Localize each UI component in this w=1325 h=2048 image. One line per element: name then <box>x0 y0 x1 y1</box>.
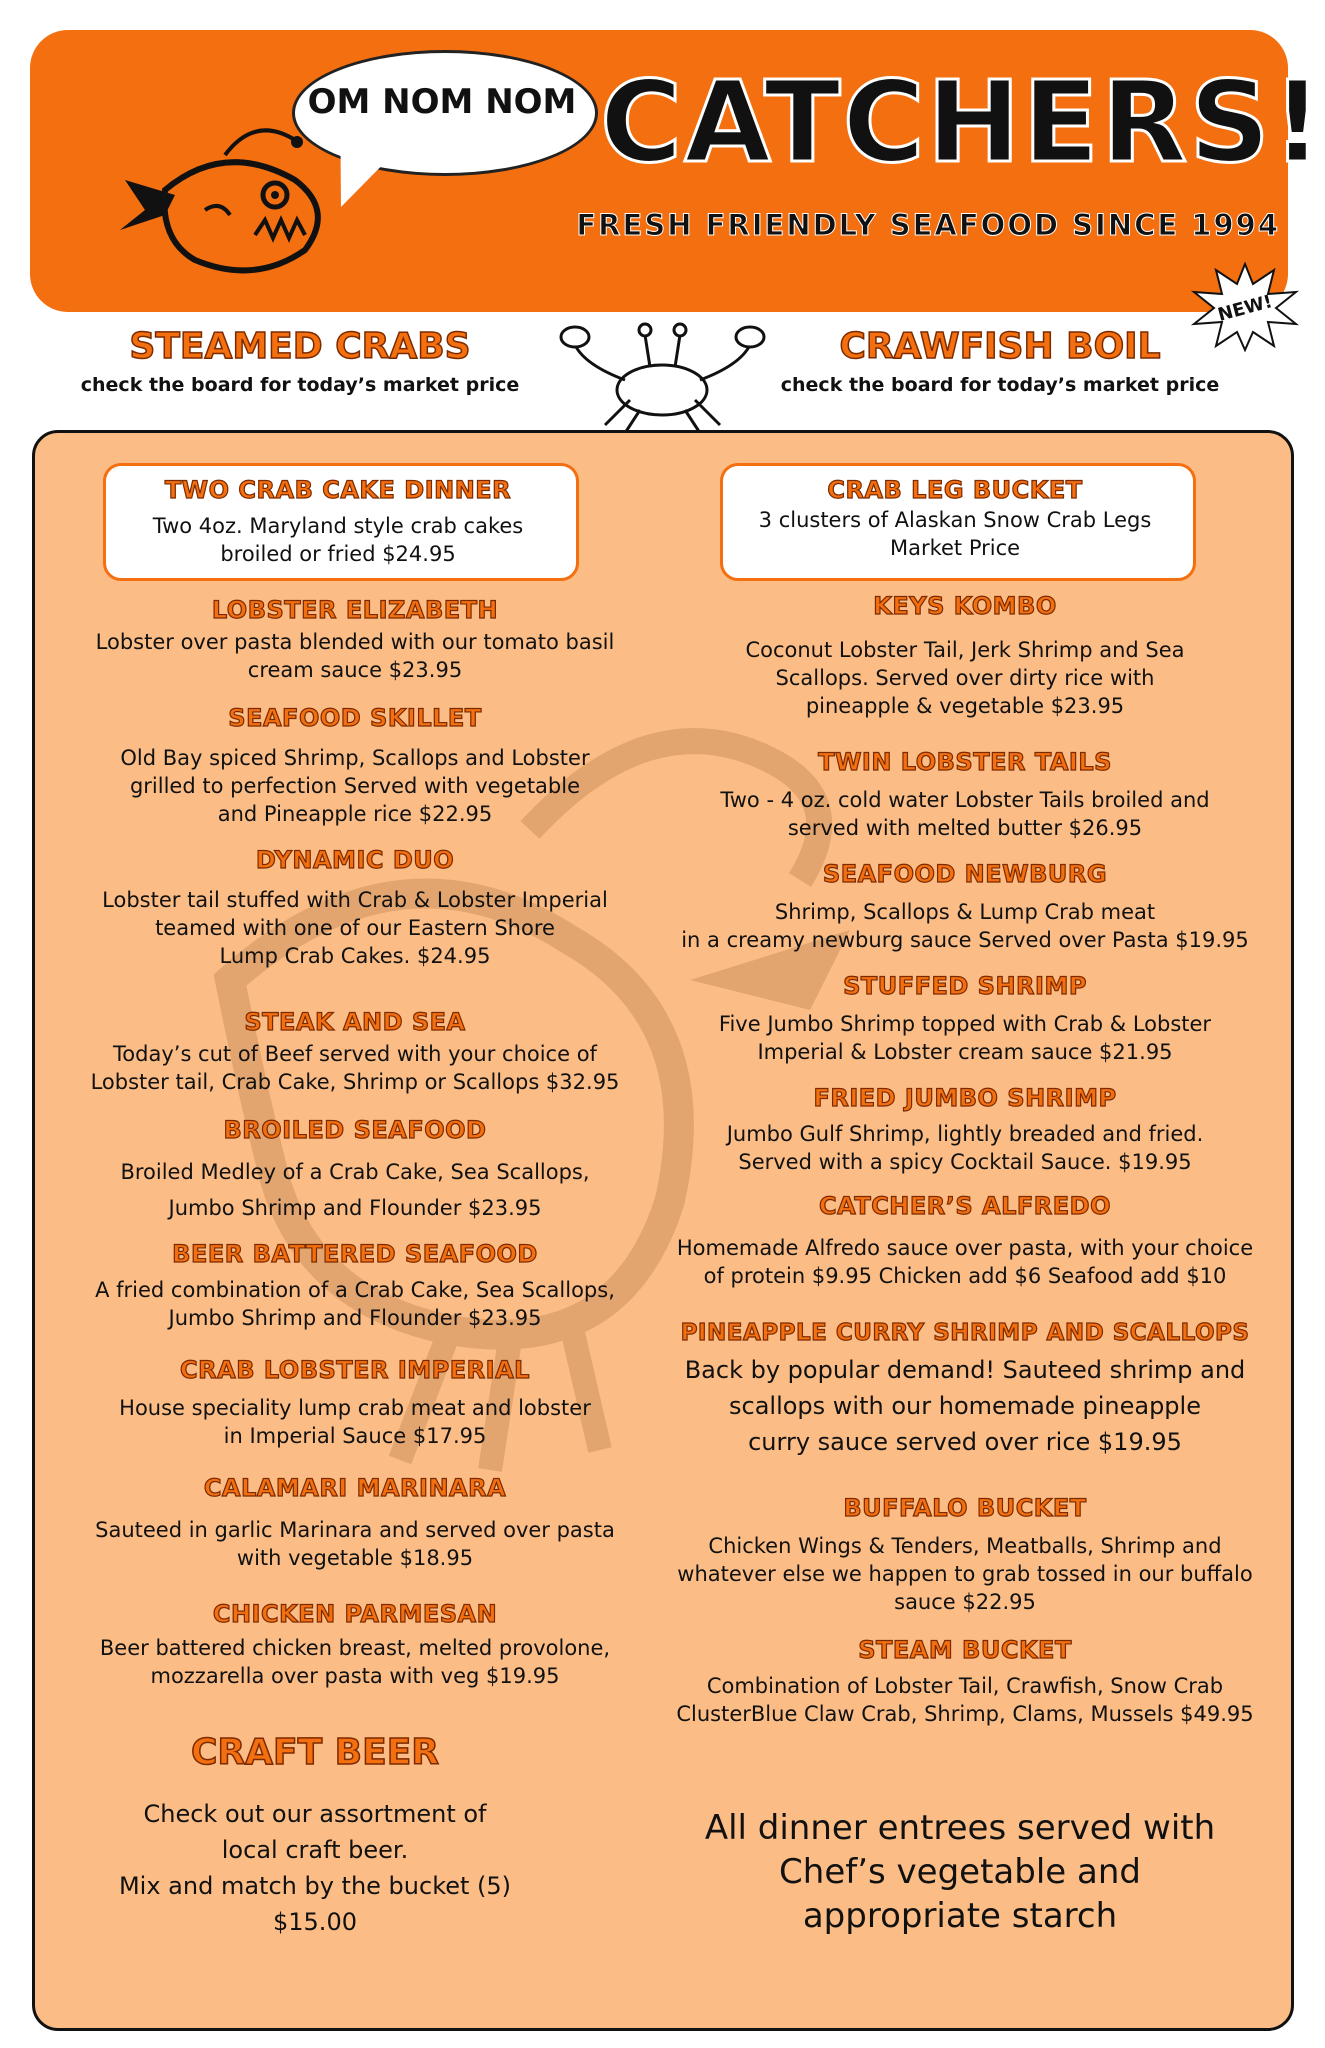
item-title-seafood-skillet: SEAFOOD SKILLET <box>228 704 482 732</box>
item-title-steam-bucket: STEAM BUCKET <box>858 1636 1072 1664</box>
item-desc-keys-kombo: Coconut Lobster Tail, Jerk Shrimp and Sea Scallops. Served over dirty rice with pineapple & vegetable $23.95 <box>745 638 1185 718</box>
item-desc-calamari-marinara: Sauteed in garlic Marinara and served over pasta with vegetable $18.95 <box>95 1518 615 1570</box>
item-desc-steak-and-sea: Today’s cut of Beef served with your choice of Lobster tail, Crab Cake, Shrimp or Scallops $32.95 <box>90 1042 620 1094</box>
item-desc-crab-lobster-imperial: House speciality lump crab meat and lobster in Imperial Sauce $17.95 <box>119 1396 591 1448</box>
item-desc-twin-lobster-tails: Two - 4 oz. cold water Lobster Tails broiled and served with melted butter $26.95 <box>720 788 1210 840</box>
speech-bubble-text: OM NOM NOM <box>307 82 577 122</box>
item-title-twin-lobster-tails: TWIN LOBSTER TAILS <box>818 748 1112 776</box>
item-title-two-crab-cake-dinner: TWO CRAB CAKE DINNER <box>164 476 512 504</box>
item-desc-beer-battered-seafood: A fried combination of a Crab Cake, Sea Scallops, Jumbo Shrimp and Flounder $23.95 <box>95 1278 615 1330</box>
item-title-crab-lobster-imperial: CRAB LOBSTER IMPERIAL <box>180 1356 530 1384</box>
item-title-steak-and-sea: STEAK AND SEA <box>244 1008 466 1036</box>
new-badge-starburst <box>1190 262 1300 352</box>
anglerfish-icon <box>105 120 345 290</box>
item-desc-fried-jumbo-shrimp: Jumbo Gulf Shrimp, lightly breaded and fried. Served with a spicy Cocktail Sauce. $19.95 <box>726 1122 1204 1174</box>
item-desc-catchers-alfredo: Homemade Alfredo sauce over pasta, with your choice of protein $9.95 Chicken add $6 Seafood add $10 <box>676 1236 1254 1288</box>
item-title-crab-leg-bucket: CRAB LEG BUCKET <box>827 476 1083 504</box>
item-desc-chicken-parmesan: Beer battered chicken breast, melted provolone, mozzarella over pasta with veg $19.95 <box>99 1636 611 1688</box>
special-title-steamed-crabs: STEAMED CRABS <box>129 326 471 367</box>
item-title-fried-jumbo-shrimp: FRIED JUMBO SHRIMP <box>813 1084 1117 1112</box>
item-desc-two-crab-cake-dinner: Two 4oz. Maryland style crab cakes broiled or fried $24.95 <box>152 514 524 566</box>
item-title-calamari-marinara: CALAMARI MARINARA <box>203 1474 507 1502</box>
item-title-broiled-seafood: BROILED SEAFOOD <box>223 1116 487 1144</box>
item-title-chicken-parmesan: CHICKEN PARMESAN <box>212 1600 498 1628</box>
item-title-pineapple-curry: PINEAPPLE CURRY SHRIMP AND SCALLOPS <box>680 1320 1250 1346</box>
item-desc-stuffed-shrimp: Five Jumbo Shrimp topped with Crab & Lobster Imperial & Lobster cream sauce $21.95 <box>718 1012 1212 1064</box>
item-desc-lobster-elizabeth: Lobster over pasta blended with our tomato basil cream sauce $23.95 <box>95 630 615 682</box>
item-desc-buffalo-bucket: Chicken Wings & Tenders, Meatballs, Shrimp and whatever else we happen to grab tossed in our buffalo sauce $22.95 <box>677 1534 1253 1614</box>
tagline: FRESH FRIENDLY SEAFOOD SINCE 1994 <box>576 208 1280 242</box>
item-title-buffalo-bucket: BUFFALO BUCKET <box>843 1494 1087 1522</box>
entree-footer-note: All dinner entrees served with Chef’s vegetable and appropriate starch <box>704 1808 1216 1936</box>
item-title-seafood-newburg: SEAFOOD NEWBURG <box>822 860 1108 888</box>
crab-icon <box>555 315 770 435</box>
item-desc-steam-bucket: Combination of Lobster Tail, Crawfish, Snow Crab ClusterBlue Claw Crab, Shrimp, Clams, Mussels $49.95 <box>676 1674 1254 1726</box>
new-badge-text: NEW! <box>1215 291 1275 326</box>
item-desc-pineapple-curry: Back by popular demand! Sauteed shrimp and scallops with our homemade pineapple curry sauce served over rice $19.95 <box>684 1356 1246 1456</box>
item-desc-crab-leg-bucket: 3 clusters of Alaskan Snow Crab Legs Market Price <box>758 508 1152 560</box>
item-title-catchers-alfredo: CATCHER’S ALFREDO <box>819 1192 1111 1220</box>
craft-beer-desc: Check out our assortment of local craft beer. Mix and match by the bucket (5) $15.00 <box>118 1800 512 1936</box>
item-desc-broiled-seafood: Broiled Medley of a Crab Cake, Sea Scallops, Jumbo Shrimp and Flounder $23.95 <box>120 1160 590 1220</box>
item-title-dynamic-duo: DYNAMIC DUO <box>255 846 455 874</box>
item-desc-seafood-skillet: Old Bay spiced Shrimp, Scallops and Lobster grilled to perfection Served with vegetable and Pineapple rice $22.95 <box>120 746 590 826</box>
item-title-stuffed-shrimp: STUFFED SHRIMP <box>843 972 1087 1000</box>
craft-beer-title: CRAFT BEER <box>190 1732 440 1773</box>
special-title-crawfish-boil: CRAWFISH BOIL <box>839 326 1161 367</box>
item-title-lobster-elizabeth: LOBSTER ELIZABETH <box>211 596 499 624</box>
item-desc-dynamic-duo: Lobster tail stuffed with Crab & Lobster Imperial teamed with one of our Eastern Shore Lump Crab Cakes. $24.95 <box>102 888 608 968</box>
special-subtitle-crawfish-boil: check the board for today’s market price <box>780 374 1220 396</box>
item-title-keys-kombo: KEYS KOMBO <box>873 592 1057 620</box>
special-subtitle-steamed-crabs: check the board for today’s market price <box>80 374 520 396</box>
item-title-beer-battered-seafood: BEER BATTERED SEAFOOD <box>172 1240 538 1268</box>
item-desc-seafood-newburg: Shrimp, Scallops & Lump Crab meat in a creamy newburg sauce Served over Pasta $19.95 <box>681 900 1249 952</box>
brand-title: CATCHERS! <box>600 58 1325 188</box>
